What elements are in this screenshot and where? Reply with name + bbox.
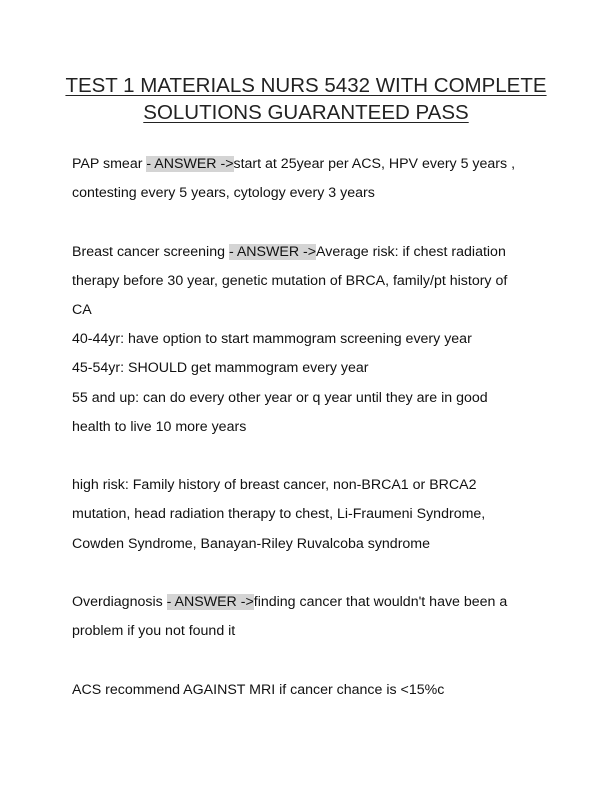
title-line-2: SOLUTIONS GUARANTEED PASS (143, 101, 469, 124)
answer-text: mutation, head radiation therapy to chest, Li-Fraumeni Syndrome, (72, 506, 486, 523)
question-term: PAP smear (72, 156, 147, 172)
answer-text: 55 and up: can do every other year or q year until they are in good (72, 389, 488, 406)
answer-text: high risk: Family history of breast cancer, non-BRCA1 or BRCA2 (72, 477, 477, 494)
block-spacer (72, 559, 542, 588)
answer-marker: - ANSWER -> (228, 243, 317, 260)
title-suffix: WITH COMPLETE (370, 74, 547, 97)
question-term: Breast cancer screening (72, 243, 229, 260)
block-spacer (72, 646, 542, 675)
qa-line (72, 588, 542, 617)
block-spacer (72, 208, 542, 237)
answer-text: Cowden Syndrome, Banayan-Riley Ruvalcoba syndrome (72, 535, 431, 552)
answer-text: finding cancer that wouldn't have been a (253, 594, 508, 610)
answer-text: 40-44yr: have option to start mammogram screening every year (72, 331, 472, 348)
qa-block-overdiagnosis (72, 588, 542, 646)
qa-line (72, 150, 542, 179)
answer-text: health to live 10 more years (72, 418, 247, 435)
answer-text: ACS recommend AGAINST MRI if cancer chance is <15%c (72, 681, 445, 698)
answer-marker: - ANSWER -> (146, 156, 234, 172)
answer-text: CA (72, 302, 92, 318)
document-title (60, 72, 552, 126)
document-body (72, 150, 542, 705)
answer-marker: - ANSWER -> (166, 594, 254, 610)
answer-text: therapy before 30 year, genetic mutation of BRCA, family/pt history of (72, 272, 508, 289)
qa-block-breast-cancer-screening (72, 238, 542, 442)
answer-text: 45-54yr: SHOULD get mammogram every year (72, 360, 369, 377)
answer-text: Average risk: if chest radiation (316, 243, 506, 260)
question-term: Overdiagnosis (72, 594, 167, 610)
block-spacer (72, 442, 542, 471)
answer-text: contesting every 5 years, cytology every 3 years (72, 185, 375, 202)
qa-line (72, 238, 542, 267)
answer-text: problem if you not found it (72, 623, 236, 640)
qa-block-pap-smear (72, 150, 542, 208)
qa-block-high-risk (72, 471, 542, 559)
answer-text: start at 25year per ACS, HPV every 5 years , (233, 156, 516, 172)
qa-block-acs-mri (72, 676, 542, 705)
title-course: TEST 1 MATERIALS NURS 5432 (65, 74, 371, 97)
